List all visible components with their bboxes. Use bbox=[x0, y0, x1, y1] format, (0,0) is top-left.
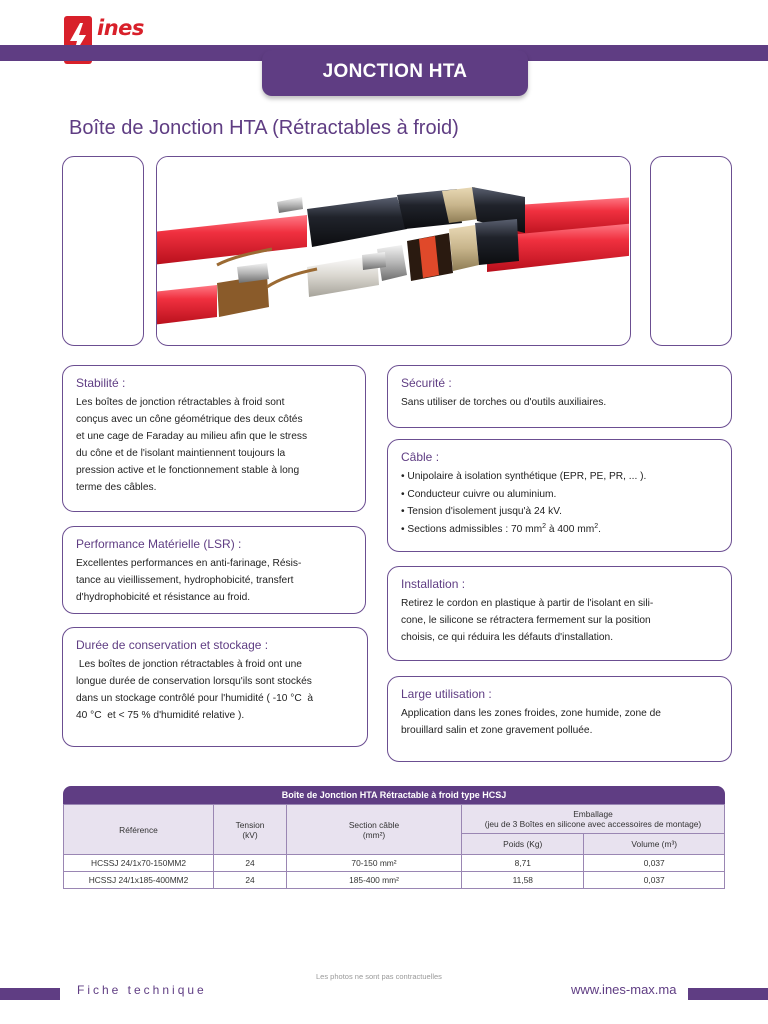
cell-reference: HCSSJ 24/1x70-150MM2 bbox=[64, 855, 214, 872]
card-installation-text: Retirez le cordon en plastique à partir de l'isolant en sili- cone, le silicone se rétractera fermement sur la position choisis, ce qui réduira les défauts d'installation. bbox=[401, 598, 654, 643]
photo-disclaimer: Les photos ne sont pas contractuelles bbox=[316, 972, 442, 981]
card-duree-text: Les boîtes de jonction rétractables à froid ont une longue durée de conservation lorsqu'ils sont stockés dans un stockage contrôlé pour l'humidité ( -10 °C à 40 °C et < 75 % d'humidité relative ). bbox=[76, 659, 314, 721]
card-large-utilisation bbox=[387, 676, 732, 762]
product-photo-frame bbox=[156, 156, 631, 346]
card-cable-list bbox=[401, 468, 719, 538]
card-cable-heading: Câble : bbox=[401, 450, 440, 464]
col-emballage: Emballage (jeu de 3 Boîtes en silicone avec accessoires de montage) bbox=[462, 805, 725, 834]
cell-reference: HCSSJ 24/1x185-400MM2 bbox=[64, 872, 214, 889]
card-large-heading: Large utilisation : bbox=[401, 687, 492, 701]
card-stabilite-heading: Stabilité : bbox=[76, 376, 126, 390]
card-large-text: Application dans les zones froides, zone humide, zone de brouillard salin et zone gravement polluée. bbox=[401, 708, 661, 736]
table-row bbox=[64, 872, 725, 889]
table-row bbox=[64, 855, 725, 872]
cell-volume: 0,037 bbox=[584, 872, 725, 889]
cell-tension: 24 bbox=[214, 872, 287, 889]
card-securite-text: Sans utiliser de torches ou d'outils auxiliaires. bbox=[401, 397, 607, 408]
right-photo-frame bbox=[650, 156, 732, 346]
footer-bar-right bbox=[688, 988, 768, 1000]
cell-volume: 0,037 bbox=[584, 855, 725, 872]
card-stabilite-text: Les boîtes de jonction rétractables à froid sont conçus avec un cône géométrique des deux côtés et une cage de Faraday au milieu afin que le stress du cône et de l'isolant maintiennent toujours la pression active et le fonctionnement stable à long terme des câbles. bbox=[76, 397, 308, 493]
col-volume: Volume (m³) bbox=[584, 834, 725, 855]
card-securite bbox=[387, 365, 732, 428]
cable-joint-illustration bbox=[157, 157, 629, 344]
cell-poids: 8,71 bbox=[462, 855, 584, 872]
page-title: Boîte de Jonction HTA (Rétractables à froid) bbox=[69, 117, 459, 139]
card-securite-heading: Sécurité : bbox=[401, 376, 452, 390]
card-stabilite bbox=[62, 365, 366, 512]
col-section: Section câble (mm²) bbox=[287, 805, 462, 855]
list-item: • Unipolaire à isolation synthétique (EPR, PE, PR, ... ). bbox=[401, 471, 647, 482]
card-duree-heading: Durée de conservation et stockage : bbox=[76, 638, 269, 652]
cell-section: 185-400 mm² bbox=[287, 872, 462, 889]
table-caption: Boîte de Jonction HTA Rétractable à froid type HCSJ bbox=[63, 786, 725, 804]
logo-text-ines: ines bbox=[97, 16, 144, 40]
card-installation bbox=[387, 566, 732, 661]
left-photo-frame bbox=[62, 156, 144, 346]
col-poids: Poids (Kg) bbox=[462, 834, 584, 855]
card-duree bbox=[62, 627, 368, 747]
banner-title: JONCTION HTA bbox=[322, 61, 468, 82]
section-banner bbox=[262, 50, 528, 96]
footer-label: Fiche technique bbox=[77, 983, 207, 997]
card-installation-heading: Installation : bbox=[401, 577, 466, 591]
card-performance-heading: Performance Matérielle (LSR) : bbox=[76, 537, 242, 551]
cell-tension: 24 bbox=[214, 855, 287, 872]
cell-section: 70-150 mm² bbox=[287, 855, 462, 872]
col-reference: Référence bbox=[64, 805, 214, 855]
card-performance-text: Excellentes performances en anti-farinage, Résis- tance au vieillissement, hydrophobicité, transfert d'hydrophobicité et résistance au froid. bbox=[76, 558, 302, 603]
card-performance bbox=[62, 526, 366, 614]
website-link[interactable]: www.ines-max.ma bbox=[571, 982, 677, 997]
list-item: • Conducteur cuivre ou aluminium. bbox=[401, 488, 557, 500]
footer-bar-left bbox=[0, 988, 60, 1000]
card-cable bbox=[387, 439, 732, 552]
specs-table bbox=[63, 786, 725, 889]
list-item: • Tension d'isolement jusqu'à 24 kV. bbox=[401, 506, 562, 517]
list-item: • Sections admissibles : 70 $mm^2$ à 400 $mm^2$. bbox=[401, 522, 601, 535]
cell-poids: 11,58 bbox=[462, 872, 584, 889]
col-tension: Tension (kV) bbox=[214, 805, 287, 855]
